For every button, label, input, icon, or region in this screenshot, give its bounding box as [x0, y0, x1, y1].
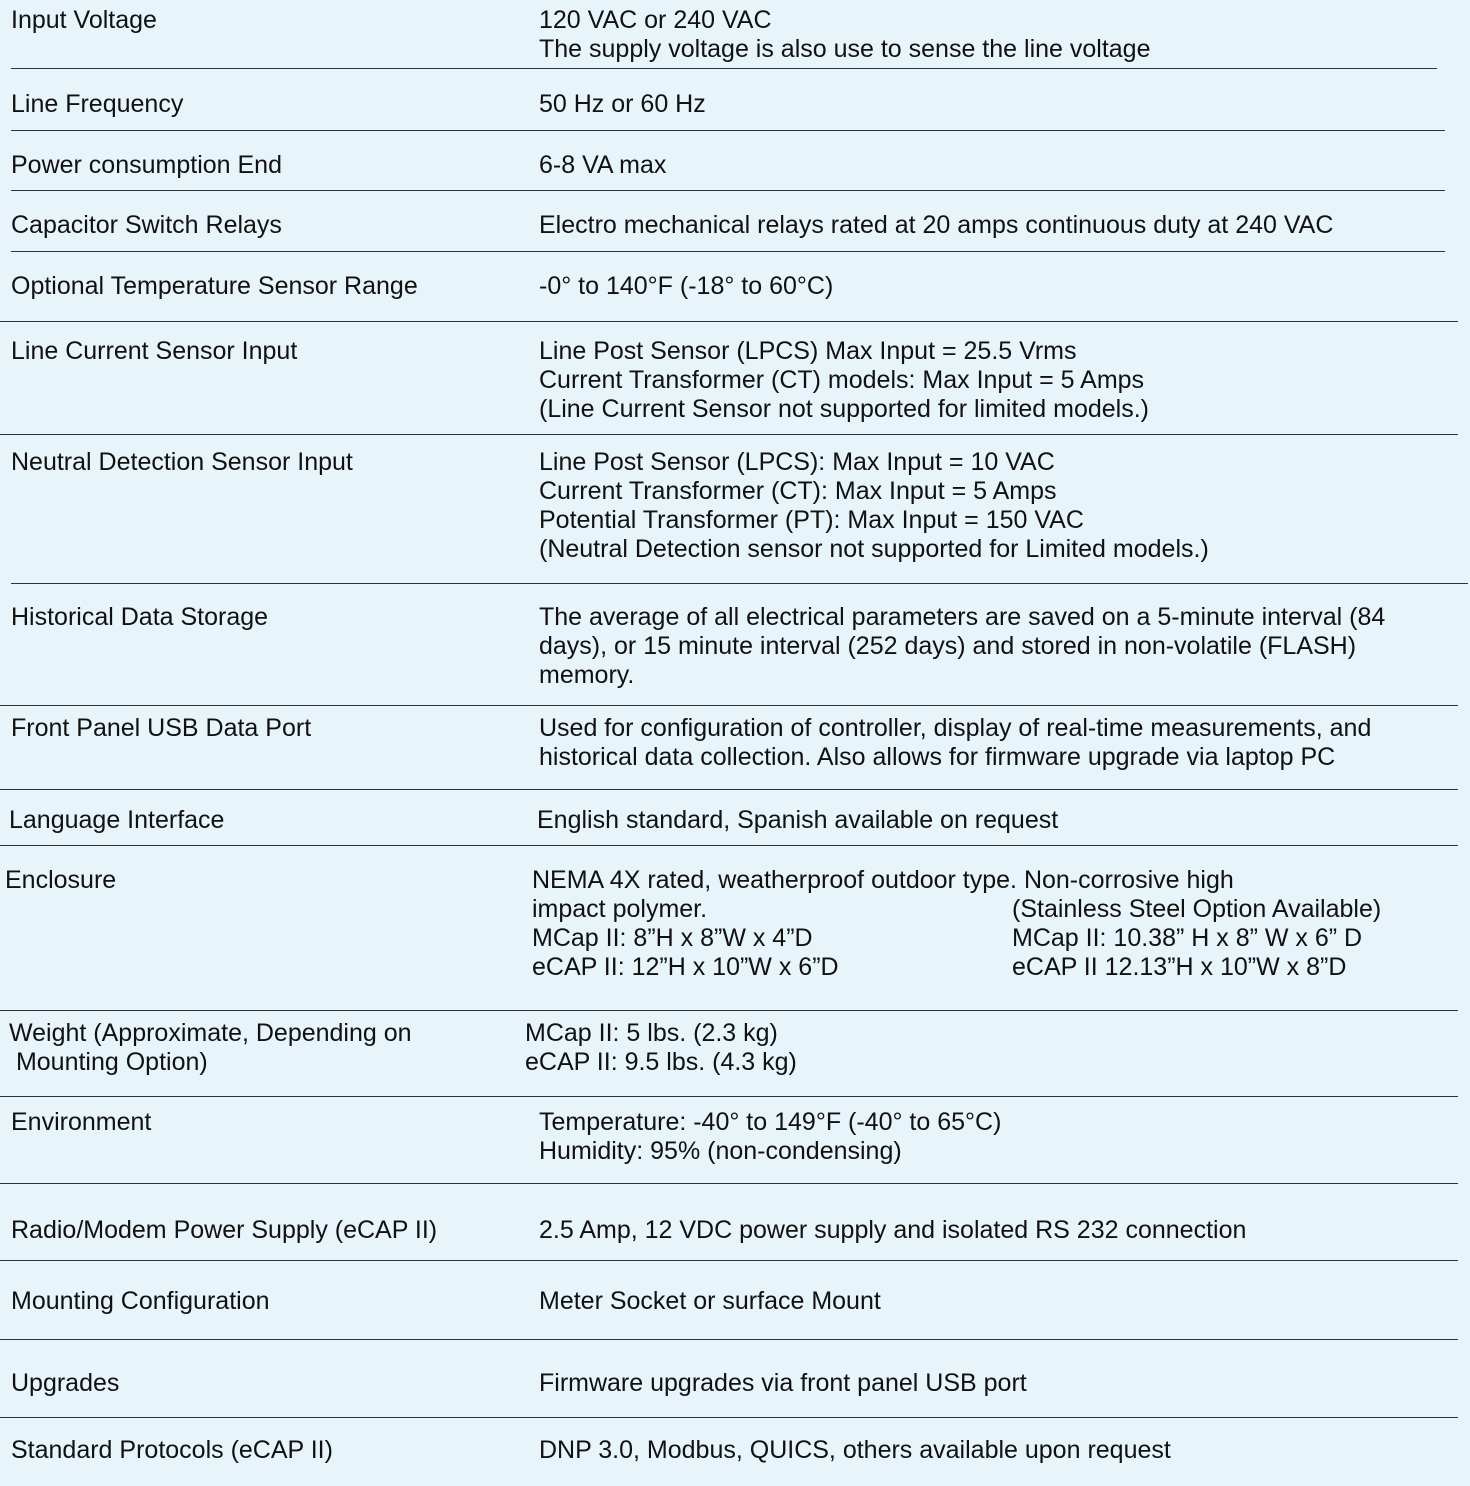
spec-label: Capacitor Switch Relays — [11, 211, 282, 239]
spec-value: 2.5 Amp, 12 VDC power supply and isolated RS 232 connection — [539, 1216, 1247, 1244]
row-divider — [11, 583, 1468, 584]
spec-value: Current Transformer (CT) models: Max Input = 5 Amps — [539, 366, 1145, 394]
spec-value: Temperature: -40° to 149°F (-40° to 65°C) — [539, 1108, 1002, 1136]
row-divider — [0, 1096, 1458, 1097]
spec-label: Historical Data Storage — [11, 603, 269, 631]
row-divider — [0, 705, 1458, 706]
row-divider — [0, 434, 1458, 435]
spec-value: Used for configuration of controller, display of real-time measurements, and — [539, 714, 1372, 742]
spec-value: Electro mechanical relays rated at 20 amps continuous duty at 240 VAC — [539, 211, 1334, 239]
spec-value: Firmware upgrades via front panel USB port — [539, 1369, 1027, 1397]
spec-value: Line Post Sensor (LPCS): Max Input = 10 VAC — [539, 448, 1055, 476]
spec-label: Mounting Configuration — [11, 1287, 270, 1315]
spec-label: Environment — [11, 1108, 152, 1136]
spec-value: days), or 15 minute interval (252 days) and stored in non-volatile (FLASH) — [539, 632, 1357, 660]
spec-value: MCap II: 5 lbs. (2.3 kg) — [525, 1019, 778, 1047]
spec-label: Upgrades — [11, 1369, 120, 1397]
spec-value: The average of all electrical parameters are saved on a 5-minute interval (84 — [539, 603, 1386, 631]
spec-value: eCAP II 12.13”H x 10”W x 8”D — [1012, 953, 1347, 981]
spec-label: Power consumption End — [11, 151, 282, 179]
spec-value: 120 VAC or 240 VAC — [539, 6, 772, 34]
spec-value: 6-8 VA max — [539, 151, 667, 179]
spec-value: 50 Hz or 60 Hz — [539, 90, 706, 118]
spec-value: memory. — [539, 661, 635, 689]
spec-value: English standard, Spanish available on request — [537, 806, 1059, 834]
spec-value: Line Post Sensor (LPCS) Max Input = 25.5 Vrms — [539, 337, 1077, 365]
spec-label: Front Panel USB Data Port — [11, 714, 312, 742]
row-divider — [0, 1010, 1458, 1011]
spec-label: Input Voltage — [11, 6, 157, 34]
row-divider — [0, 321, 1458, 322]
spec-value: Meter Socket or surface Mount — [539, 1287, 881, 1315]
spec-label: Enclosure — [5, 866, 117, 894]
spec-label: Weight (Approximate, Depending on — [9, 1019, 412, 1047]
spec-label: Standard Protocols (eCAP II) — [11, 1436, 333, 1464]
spec-value: eCAP II: 9.5 lbs. (4.3 kg) — [525, 1048, 797, 1076]
spec-value: MCap II: 10.38” H x 8” W x 6” D — [1012, 924, 1363, 952]
spec-value: -0° to 140°F (-18° to 60°C) — [539, 272, 834, 300]
row-divider — [0, 1417, 1458, 1418]
spec-label: Optional Temperature Sensor Range — [11, 272, 418, 300]
spec-value: Potential Transformer (PT): Max Input = 150 VAC — [539, 506, 1084, 534]
spec-label: Mounting Option) — [9, 1048, 208, 1076]
row-divider — [11, 251, 1445, 252]
spec-value: eCAP II: 12”H x 10”W x 6”D — [532, 953, 839, 981]
spec-value: historical data collection. Also allows for firmware upgrade via laptop PC — [539, 743, 1336, 771]
row-divider — [11, 130, 1445, 131]
row-divider — [0, 845, 1458, 846]
spec-value: (Stainless Steel Option Available) — [1012, 895, 1382, 923]
spec-label: Line Current Sensor Input — [11, 337, 298, 365]
row-divider — [0, 1183, 1458, 1184]
spec-label: Line Frequency — [11, 90, 184, 118]
spec-label: Neutral Detection Sensor Input — [11, 448, 353, 476]
spec-value: The supply voltage is also use to sense the line voltage — [539, 35, 1151, 63]
spec-value: NEMA 4X rated, weatherproof outdoor type. Non-corrosive high — [532, 866, 1234, 894]
spec-value: Current Transformer (CT): Max Input = 5 Amps — [539, 477, 1057, 505]
row-divider — [0, 1260, 1458, 1261]
row-divider — [11, 68, 1437, 69]
spec-value: (Line Current Sensor not supported for limited models.) — [539, 395, 1150, 423]
row-divider — [0, 1339, 1458, 1340]
spec-label: Language Interface — [9, 806, 225, 834]
spec-label: Radio/Modem Power Supply (eCAP II) — [11, 1216, 438, 1244]
spec-value: (Neutral Detection sensor not supported for Limited models.) — [539, 535, 1209, 563]
spec-value: Humidity: 95% (non-condensing) — [539, 1137, 902, 1165]
spec-value: DNP 3.0, Modbus, QUICS, others available upon request — [539, 1436, 1171, 1464]
spec-value: impact polymer. — [532, 895, 708, 923]
row-divider — [11, 190, 1445, 191]
row-divider — [0, 789, 1458, 790]
spec-value: MCap II: 8”H x 8”W x 4”D — [532, 924, 813, 952]
